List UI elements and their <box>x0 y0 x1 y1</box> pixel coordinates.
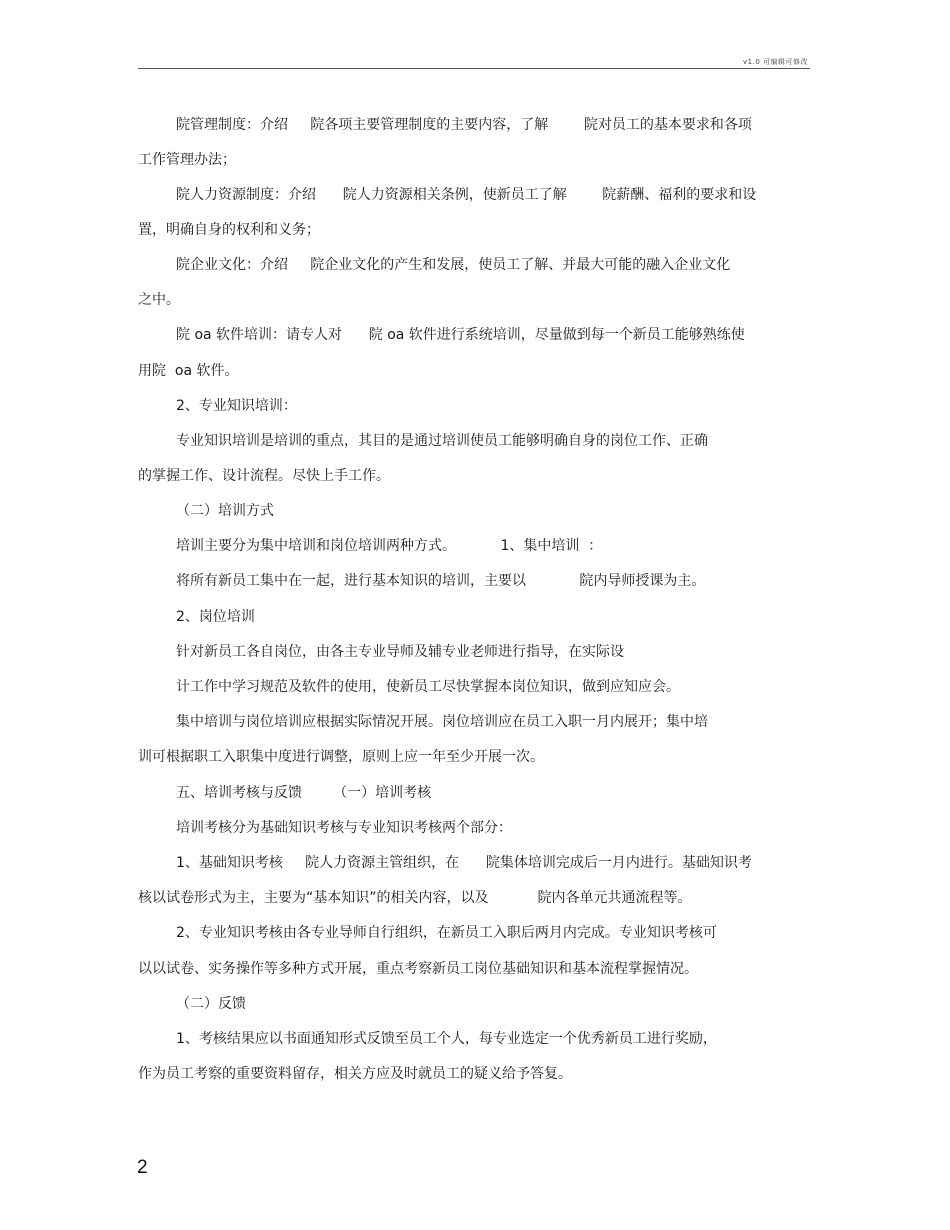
paragraph-line: 工作管理办法； <box>138 152 236 168</box>
paragraph-line: 作为员工考察的重要资料留存，相关方应及时就员工的疑义给予答复。 <box>138 1066 572 1082</box>
section-heading: 五、培训考核与反馈 （一）培训考核 <box>176 785 432 801</box>
paragraph-line: 以以试卷、实务操作等多种方式开展，重点考察新员工岗位基础知识和基本流程掌握情况。 <box>138 961 698 977</box>
paragraph-line: 集中培训与岗位培训应根据实际情况开展。岗位培训应在员工入职一月内展开；集中培 <box>176 714 708 730</box>
paragraph-line: 针对新员工各自岗位，由各主专业导师及辅专业老师进行指导，在实际设 <box>176 644 624 660</box>
paragraph-line: 2、专业知识考核由各专业导师自行组织，在新员工入职后两月内完成。专业知识考核可 <box>176 925 717 941</box>
paragraph-line: 核以试卷形式为主，主要为“基本知识”的相关内容，以及 院内各单元共通流程等。 <box>138 890 692 906</box>
section-heading: 2、岗位培训 <box>176 609 255 625</box>
paragraph-line: 专业知识培训是培训的重点，其目的是通过培训使员工能够明确自身的岗位工作、正确 <box>176 433 708 449</box>
paragraph-line: 之中。 <box>138 292 180 308</box>
paragraph-line: 院 oa 软件培训：请专人对 院 oa 软件进行系统培训，尽量做到每一个新员工能够熟练使 <box>176 327 745 343</box>
paragraph-line: 培训主要分为集中培训和岗位培训两种方式。 1、集中培训 ： <box>176 538 603 554</box>
section-heading: （二）培训方式 <box>176 503 274 519</box>
paragraph-line: 院管理制度：介绍 院各项主要管理制度的主要内容，了解 院对员工的基本要求和各项 <box>176 117 752 133</box>
header-version: v1.0 可编辑可修改 <box>743 58 808 66</box>
paragraph-line: 训可根据职工入职集中度进行调整，原则上应一年至少开展一次。 <box>138 749 544 765</box>
paragraph-line: 院人力资源制度：介绍 院人力资源相关条例，使新员工了解 院薪酬、福利的要求和设 <box>176 187 757 203</box>
paragraph-line: 的掌握工作、设计流程。尽快上手工作。 <box>138 468 390 484</box>
paragraph-line: 将所有新员工集中在一起，进行基本知识的培训，主要以 院内导师授课为主。 <box>176 573 706 589</box>
paragraph-line: 培训考核分为基础知识考核与专业知识考核两个部分： <box>176 820 512 836</box>
paragraph-line: 院企业文化：介绍 院企业文化的产生和发展，使员工了解、并最大可能的融入企业文化 <box>176 257 731 273</box>
paragraph-line: 1、考核结果应以书面通知形式反馈至员工个人，每专业选定一个优秀新员工进行奖励， <box>176 1031 717 1047</box>
paragraph-line: 用院 oa 软件。 <box>138 363 239 379</box>
section-heading: （二）反馈 <box>176 996 246 1012</box>
paragraph-line: 计工作中学习规范及软件的使用，使新员工尽快掌握本岗位知识，做到应知应会。 <box>176 679 680 695</box>
paragraph-line: 1、基础知识考核 院人力资源主管组织，在 院集体培训完成后一月内进行。基础知识考 <box>176 855 752 871</box>
header-rule <box>138 68 810 69</box>
paragraph-line: 置，明确自身的权利和义务； <box>138 222 320 238</box>
section-heading: 2、专业知识培训： <box>176 398 297 414</box>
page-number: 2 <box>137 1157 148 1178</box>
